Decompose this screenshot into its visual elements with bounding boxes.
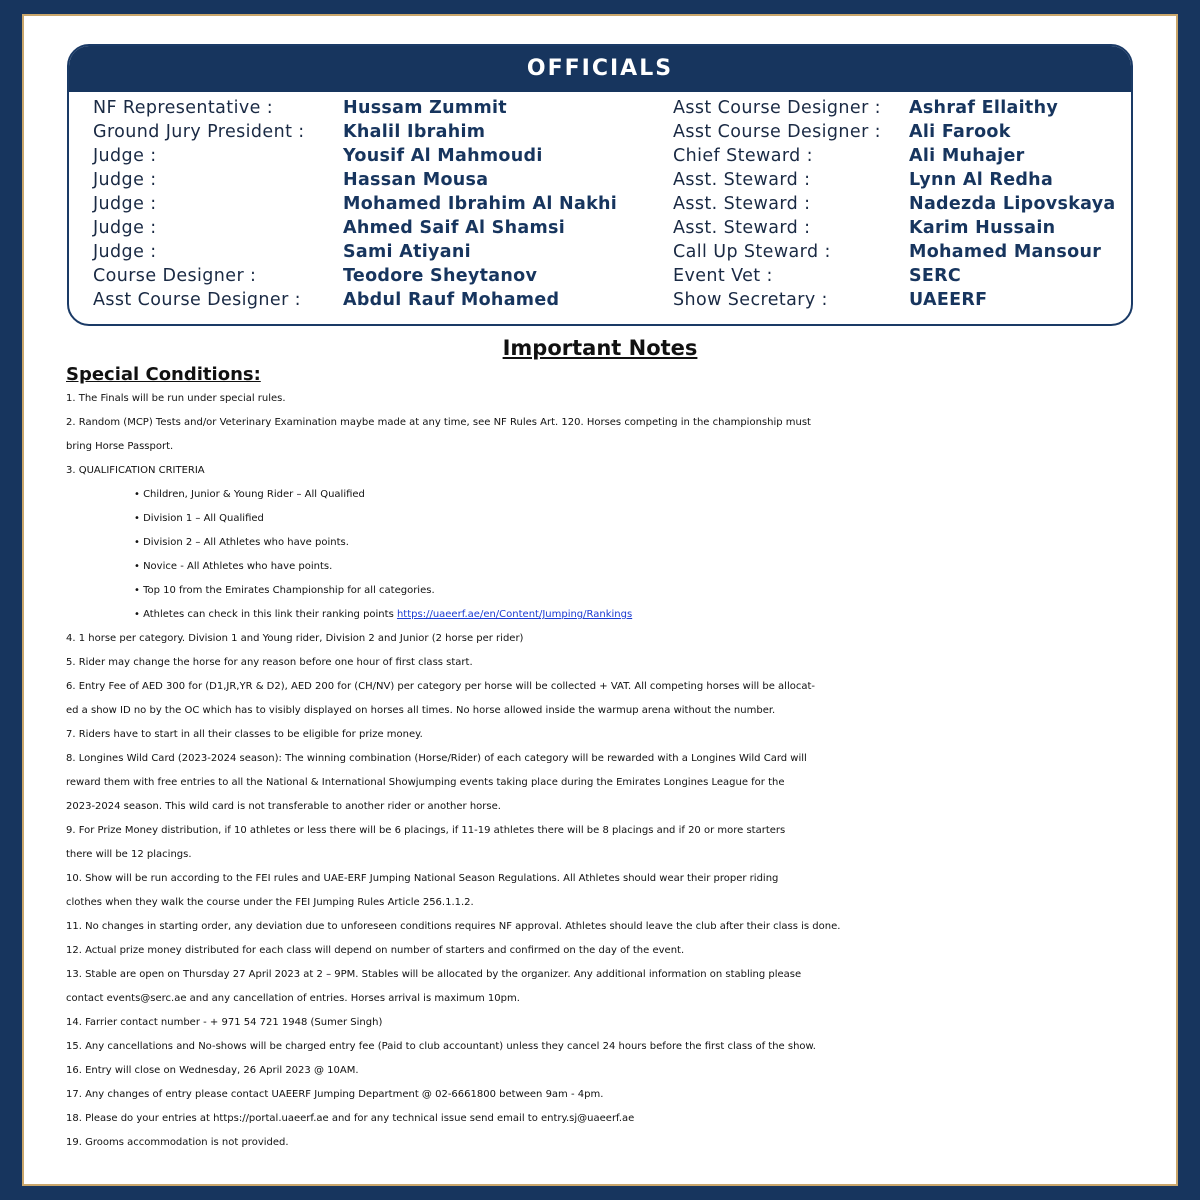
official-role: Ground Jury President : — [93, 122, 305, 142]
official-name-row — [909, 168, 1053, 192]
note-line: 9. For Prize Money distribution, if 10 athletes or less there will be 6 placings, if 11-19 athletes there will be 8 placings and if 20 or more starters — [66, 825, 786, 836]
note-line: 1. The Finals will be run under special rules. — [66, 393, 286, 404]
official-name: Sami Atiyani — [343, 242, 471, 262]
official-row — [673, 192, 810, 216]
official-name-row — [909, 192, 1116, 216]
official-role: Show Secretary : — [673, 290, 828, 310]
official-row — [93, 144, 157, 168]
official-role: Asst Course Designer : — [93, 290, 301, 310]
official-row — [673, 288, 828, 312]
official-name-row — [343, 168, 488, 192]
official-name-row — [909, 216, 1055, 240]
official-role: Asst Course Designer : — [673, 122, 881, 142]
official-name: Lynn Al Redha — [909, 170, 1054, 190]
note-line: there will be 12 placings. — [66, 849, 192, 860]
official-row — [673, 264, 773, 288]
official-role: Course Designer : — [93, 266, 257, 286]
note-line: 6. Entry Fee of AED 300 for (D1,JR,YR & D2), AED 200 for (CH/NV) per category per horse will be collected + VAT. All competing horses will be allocat- — [66, 681, 816, 692]
link-prefix: • Athletes can check in this link their ranking points — [134, 609, 397, 620]
official-row — [93, 264, 256, 288]
official-name: Ashraf Ellaithy — [909, 98, 1059, 118]
note-line: 3. QUALIFICATION CRITERIA — [66, 465, 205, 476]
official-name: SERC — [909, 266, 962, 286]
official-row — [93, 288, 301, 312]
official-name-row — [909, 96, 1058, 120]
official-name: Abdul Rauf Mohamed — [343, 290, 560, 310]
note-line: 2. Random (MCP) Tests and/or Veterinary Examination maybe made at any time, see NF Rules Art. 120. Horses competing in the championship must — [66, 417, 811, 428]
note-line: 4. 1 horse per category. Division 1 and Young rider, Division 2 and Junior (2 horse per rider) — [66, 633, 524, 644]
official-role: Asst. Steward : — [673, 218, 811, 238]
official-name: Hassan Mousa — [343, 170, 489, 190]
official-name-row — [909, 264, 961, 288]
official-row — [93, 96, 273, 120]
official-role: Event Vet : — [673, 266, 773, 286]
note-line: ed a show ID no by the OC which has to visibly displayed on horses all times. No horse allowed inside the warmup arena without the number. — [66, 705, 776, 716]
official-name: Mohamed Ibrahim Al Nakhi — [343, 194, 618, 214]
official-role: Judge : — [93, 194, 157, 214]
official-role: Judge : — [93, 218, 157, 238]
official-role: Asst. Steward : — [673, 194, 811, 214]
official-row — [93, 120, 305, 144]
note-line: 5. Rider may change the horse for any reason before one hour of first class start. — [66, 657, 473, 668]
note-line: contact events@serc.ae and any cancellation of entries. Horses arrival is maximum 10pm. — [66, 993, 520, 1004]
note-line: 10. Show will be run according to the FEI rules and UAE-ERF Jumping National Season Regulations. All Athletes should wear their proper riding — [66, 873, 779, 884]
note-line: 2023-2024 season. This wild card is not transferable to another rider or another horse. — [66, 801, 501, 812]
official-row — [673, 240, 831, 264]
official-name-row — [343, 240, 471, 264]
official-row — [673, 96, 881, 120]
official-name-row — [909, 144, 1025, 168]
special-conditions-title: Special Conditions: — [66, 364, 261, 385]
note-line: reward them with free entries to all the National & International Showjumping events taking place during the Emirates Longines League for the — [66, 777, 785, 788]
note-line: clothes when they walk the course under the FEI Jumping Rules Article 256.1.1.2. — [66, 897, 474, 908]
official-role: Judge : — [93, 242, 157, 262]
note-line: 12. Actual prize money distributed for each class will depend on number of starters and confirmed on the day of the event. — [66, 945, 685, 956]
official-name: Mohamed Mansour — [909, 242, 1102, 262]
official-name: UAEERF — [909, 290, 988, 310]
official-role: Call Up Steward : — [673, 242, 831, 262]
official-role: Asst Course Designer : — [673, 98, 881, 118]
official-name: Ahmed Saif Al Shamsi — [343, 218, 565, 238]
important-notes-title: Important Notes — [502, 336, 698, 360]
official-role: Judge : — [93, 146, 157, 166]
note-line: 13. Stable are open on Thursday 27 April 2023 at 2 – 9PM. Stables will be allocated by the organizer. Any additional information on stabling please — [66, 969, 802, 980]
official-row — [93, 168, 157, 192]
official-name-row — [909, 240, 1101, 264]
official-name: Ali Muhajer — [909, 146, 1025, 166]
criteria-bullet: • Children, Junior & Young Rider – All Qualified — [134, 489, 365, 500]
official-row — [673, 120, 881, 144]
officials-panel — [67, 44, 1133, 326]
official-role: Judge : — [93, 170, 157, 190]
official-name: Hussam Zummit — [343, 98, 507, 118]
official-name-row — [909, 120, 1011, 144]
official-name: Teodore Sheytanov — [343, 266, 538, 286]
note-line: 16. Entry will close on Wednesday, 26 April 2023 @ 10AM. — [66, 1065, 359, 1076]
note-line: 14. Farrier contact number - + 971 54 721 1948 (Sumer Singh) — [66, 1017, 383, 1028]
official-name-row — [343, 120, 485, 144]
official-role: NF Representative : — [93, 98, 274, 118]
note-line: 7. Riders have to start in all their classes to be eligible for prize money. — [66, 729, 423, 740]
official-name: Nadezda Lipovskaya — [909, 194, 1116, 214]
official-name: Karim Hussain — [909, 218, 1056, 238]
criteria-bullet: • Top 10 from the Emirates Championship for all categories. — [134, 585, 435, 596]
note-line: 11. No changes in starting order, any deviation due to unforeseen conditions requires NF approval. Athletes should leave the club after their class is done. — [66, 921, 841, 932]
official-row — [93, 240, 157, 264]
note-line: bring Horse Passport. — [66, 441, 174, 452]
official-name: Khalil Ibrahim — [343, 122, 486, 142]
note-line: 15. Any cancellations and No-shows will be charged entry fee (Paid to club accountant) unless they cancel 24 hours before the first class of the show. — [66, 1041, 816, 1052]
official-name-row — [343, 288, 559, 312]
note-line: 8. Longines Wild Card (2023-2024 season): The winning combination (Horse/Rider) of each category will be rewarded with a Longines Wild Card will — [66, 753, 807, 764]
official-row — [673, 168, 810, 192]
official-row — [93, 192, 157, 216]
note-line: 17. Any changes of entry please contact UAEERF Jumping Department @ 02-6661800 between 9am - 4pm. — [66, 1089, 604, 1100]
official-row — [673, 216, 810, 240]
note-line: 18. Please do your entries at https://portal.uaeerf.ae and for any technical issue send email to entry.sj@uaeerf.ae — [66, 1113, 635, 1124]
official-row — [673, 144, 813, 168]
official-name-row — [343, 144, 543, 168]
official-name-row — [909, 288, 987, 312]
criteria-bullet: • Division 1 – All Qualified — [134, 513, 264, 524]
note-line: 19. Grooms accommodation is not provided. — [66, 1137, 289, 1148]
official-role: Asst. Steward : — [673, 170, 811, 190]
official-name-row — [343, 192, 617, 216]
criteria-bullet: • Novice - All Athletes who have points. — [134, 561, 333, 572]
rankings-link[interactable]: https://uaeerf.ae/en/Content/Jumping/Rankings — [396, 609, 633, 620]
official-row — [93, 216, 157, 240]
official-name-row — [343, 264, 537, 288]
official-name-row — [343, 96, 507, 120]
official-role: Chief Steward : — [673, 146, 813, 166]
criteria-bullet-link — [134, 603, 1200, 627]
official-name: Yousif Al Mahmoudi — [343, 146, 543, 166]
official-name: Ali Farook — [909, 122, 1011, 142]
official-name-row — [343, 216, 565, 240]
criteria-bullet: • Division 2 – All Athletes who have points. — [134, 537, 349, 548]
officials-header: OFFICIALS — [69, 46, 1131, 92]
